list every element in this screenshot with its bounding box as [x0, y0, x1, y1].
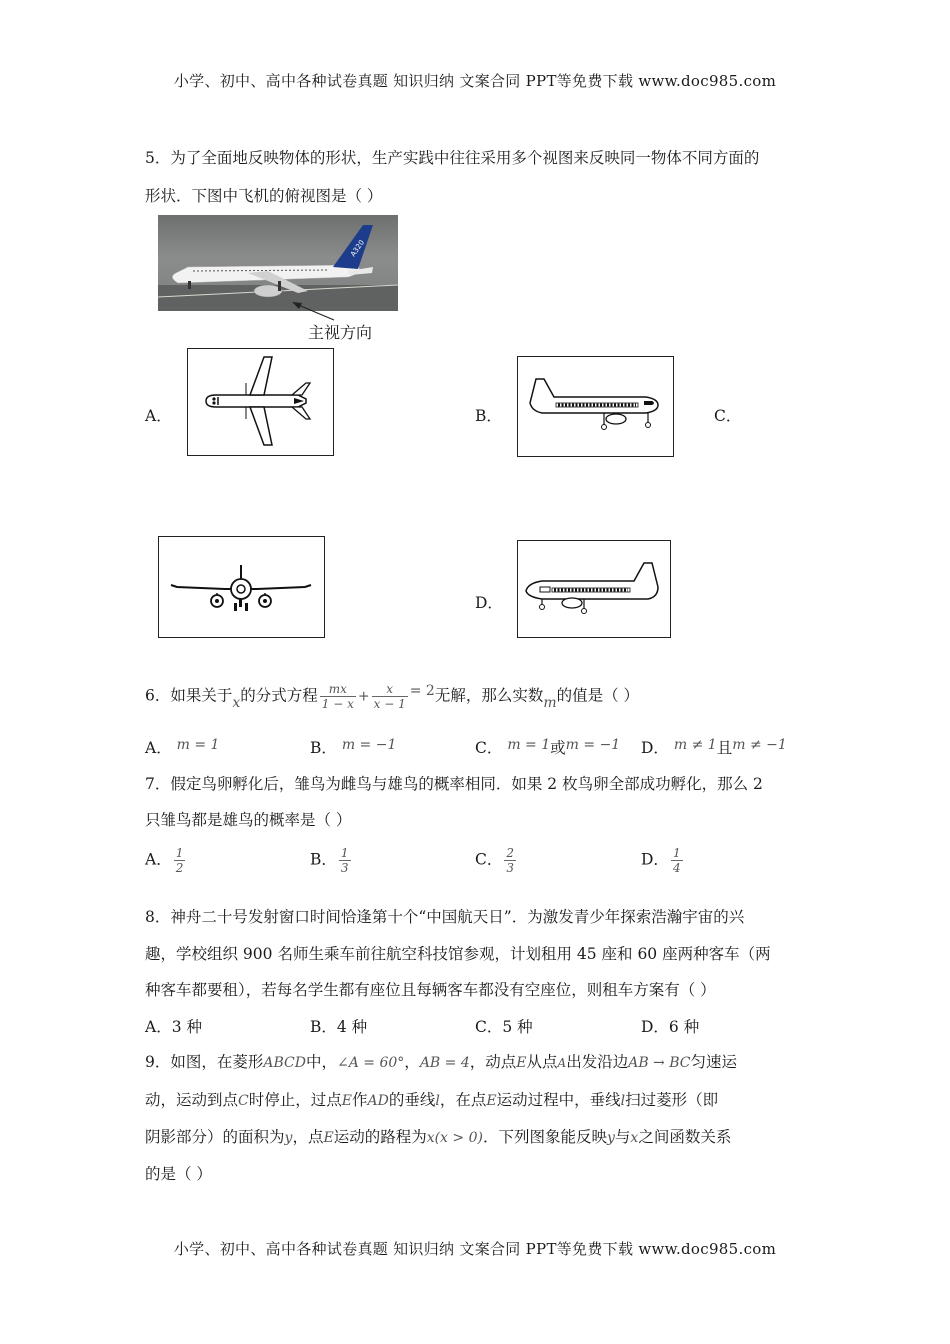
q5-line1: 5．为了全面地反映物体的形状，生产实践中往往采用多个视图来反映同一物体不同方面的: [145, 149, 760, 167]
airplane-front-view-icon: [159, 537, 323, 636]
q7-c-num: 2: [506, 846, 515, 860]
q6-f2-den: x − 1: [373, 697, 406, 711]
q6-option-c[interactable]: [475, 736, 620, 758]
q9-text: 9．如图，在菱形: [145, 1053, 264, 1071]
q6-option-b-value: m = −1: [341, 737, 397, 753]
q6-option-a-value: m = 1: [176, 737, 220, 753]
q9-text: 作: [351, 1091, 368, 1109]
q6-f1-num: mx: [320, 682, 356, 697]
q9-var-y: y: [606, 1130, 615, 1146]
q9-text: 的垂线: [388, 1091, 436, 1109]
q9-line4: 的是（ ）: [145, 1165, 212, 1183]
q9-side-length: AB = 4: [419, 1055, 470, 1071]
q7-line1: 7．假定鸟卵孵化后，雏鸟为雌鸟与雄鸟的概率相同．如果 2 枚鸟卵全部成功孵化，那么 2: [145, 775, 763, 793]
q6-stem: [145, 682, 639, 711]
q6-option-b[interactable]: [310, 736, 396, 758]
q8-line1: 8．神舟二十号发射窗口时间恰逢第十个“中国航天日”．为激发青少年探索浩瀚宇宙的兴: [145, 908, 745, 926]
page-header: 小学、初中、高中各种试卷真题 知识归纳 文案合同 PPT等免费下载 www.doc985.com: [173, 72, 777, 90]
q6-option-c-value-1: m = 1: [507, 737, 551, 753]
q7-option-b[interactable]: [310, 846, 353, 875]
q6-text-4: 的值是（ ）: [556, 686, 640, 705]
q6-fraction-1: [320, 682, 356, 711]
q6-text-2: 的分式方程: [240, 686, 318, 705]
q9-text: 时停止，过点: [248, 1091, 342, 1109]
q8-option-d[interactable]: D．6 种: [641, 1018, 700, 1036]
q7-b-den: 3: [340, 861, 349, 875]
q7-d-num: 1: [672, 846, 681, 860]
q9-text: 阴影部分）的面积为: [145, 1128, 285, 1146]
q9-text: 中，: [305, 1053, 337, 1071]
q9-point-e: E: [486, 1093, 497, 1109]
q9-text: 之间函数关系: [638, 1128, 732, 1146]
q9-text: ．下列图象能反映: [482, 1128, 607, 1146]
q6-option-d[interactable]: [641, 736, 787, 758]
q6-option-c-or: 或: [550, 739, 566, 757]
q9-point-a: A: [557, 1056, 567, 1070]
q8-option-a[interactable]: A．3 种: [145, 1018, 202, 1036]
q8-line3: 种客车都要租），若每名学生都有座位且每辆客车都没有空座位，则租车方案有（ ）: [145, 981, 716, 999]
q7-option-a-fraction: [174, 846, 186, 875]
q5-line2: 形状．下图中飞机的俯视图是（ ）: [145, 187, 383, 205]
q9-var-y: y: [284, 1130, 293, 1146]
q9-angle: ∠A = 60°: [337, 1055, 405, 1071]
q7-option-c-label: C．: [475, 850, 503, 869]
q6-option-d-label: D．: [641, 739, 669, 757]
q8-option-b[interactable]: B．4 种: [310, 1018, 368, 1036]
airplane-photo-icon: [158, 215, 398, 311]
q6-option-c-value-2: m = −1: [565, 737, 621, 753]
airplane-top-view-icon: [188, 349, 332, 454]
q9-point-c: C: [238, 1093, 249, 1109]
q6-plus: +: [357, 688, 370, 705]
q7-a-num: 1: [175, 846, 184, 860]
q9-text: 与: [614, 1128, 631, 1146]
q7-option-b-label: B．: [310, 850, 337, 869]
q7-option-c-fraction: [504, 846, 516, 875]
q9-side-ad: AD: [367, 1093, 389, 1109]
q5-option-d-figure[interactable]: [517, 540, 671, 638]
view-direction-arrow-icon: [290, 300, 340, 322]
q7-option-c[interactable]: [475, 846, 518, 875]
q7-option-b-fraction: [339, 846, 351, 875]
q7-option-a[interactable]: [145, 846, 187, 875]
page-footer: 小学、初中、高中各种试卷真题 知识归纳 文案合同 PPT等免费下载 www.doc985.com: [173, 1240, 777, 1258]
q9-text: ，点: [292, 1128, 324, 1146]
q9-rhombus-name: ABCD: [263, 1055, 306, 1071]
q9-line2: [145, 1088, 718, 1110]
q9-text: ，动点: [469, 1053, 517, 1071]
q9-text: 扫过菱形（即: [625, 1091, 719, 1109]
photo-tail-text: A320: [349, 238, 367, 259]
q9-text: 从点: [526, 1053, 558, 1071]
airplane-side-view-mirrored-icon: [518, 541, 669, 636]
q6-equals: = 2: [409, 682, 435, 699]
q6-text-3: 无解，那么实数: [434, 686, 544, 705]
q7-d-den: 4: [672, 861, 681, 875]
q9-text: 匀速运: [690, 1053, 738, 1071]
q7-a-den: 2: [175, 861, 184, 875]
q7-line2: 只雏鸟都是雄鸟的概率是（ ）: [145, 811, 352, 829]
q6-f2-num: x: [372, 682, 408, 697]
q9-text: 动，运动到点: [145, 1091, 239, 1109]
q7-option-a-label: A．: [145, 850, 172, 869]
q5-option-b-label[interactable]: B．: [475, 407, 502, 425]
q9-point-e: E: [323, 1130, 334, 1146]
q5-option-b-figure[interactable]: [517, 356, 674, 457]
q6-var-x: x: [232, 694, 241, 711]
q6-option-d-value-2: m ≠ −1: [732, 737, 787, 753]
q5-option-c-figure[interactable]: [158, 536, 325, 638]
q9-text: 运动过程中，垂线: [496, 1091, 621, 1109]
airplane-photo: [158, 215, 398, 311]
q7-b-num: 1: [340, 846, 349, 860]
q6-option-d-and: 且: [716, 739, 733, 757]
q6-f1-den: 1 − x: [321, 697, 354, 711]
airplane-side-view-icon: [518, 357, 672, 455]
q6-option-a-label: A．: [145, 739, 172, 757]
q9-line1: [145, 1050, 737, 1072]
q5-option-a-figure[interactable]: [187, 348, 334, 456]
q5-option-c-label[interactable]: C．: [714, 407, 742, 425]
q9-point-e: E: [341, 1093, 352, 1109]
q9-line3: [145, 1125, 731, 1147]
q9-text: 出发沿边: [566, 1053, 629, 1071]
q8-line2: 趣，学校组织 900 名师生乘车前往航空科技馆参观，计划租用 45 座和 60 座两种客车（两: [145, 945, 771, 963]
q9-line-l: l: [435, 1093, 440, 1109]
q7-option-d-fraction: [671, 846, 683, 875]
q6-option-b-label: B．: [310, 739, 337, 757]
q6-var-m: m: [543, 694, 557, 711]
q9-path: AB → BC: [628, 1055, 691, 1071]
q9-point-e: E: [516, 1055, 527, 1071]
q9-text: ，: [404, 1053, 420, 1071]
q5-option-a-label[interactable]: A．: [145, 407, 172, 425]
q6-option-a[interactable]: [145, 736, 219, 758]
q9-x-expression: x(x > 0): [426, 1130, 483, 1146]
q6-option-d-value-1: m ≠ 1: [673, 737, 717, 753]
q9-var-x: x: [630, 1130, 639, 1146]
q9-line-l: l: [620, 1093, 626, 1109]
q6-fraction-2: [372, 682, 408, 711]
q6-option-c-label: C．: [475, 739, 503, 757]
q7-option-d-label: D．: [641, 850, 669, 869]
q7-option-d[interactable]: [641, 846, 685, 875]
q6-text-1: 6．如果关于: [145, 686, 233, 705]
q7-c-den: 3: [506, 861, 515, 875]
q8-option-c[interactable]: C．5 种: [475, 1018, 533, 1036]
view-direction-caption: 主视方向: [308, 325, 373, 342]
q9-text: 运动的路程为: [333, 1128, 427, 1146]
q5-option-d-label[interactable]: D．: [475, 594, 503, 612]
q9-text: ，在点: [439, 1091, 487, 1109]
